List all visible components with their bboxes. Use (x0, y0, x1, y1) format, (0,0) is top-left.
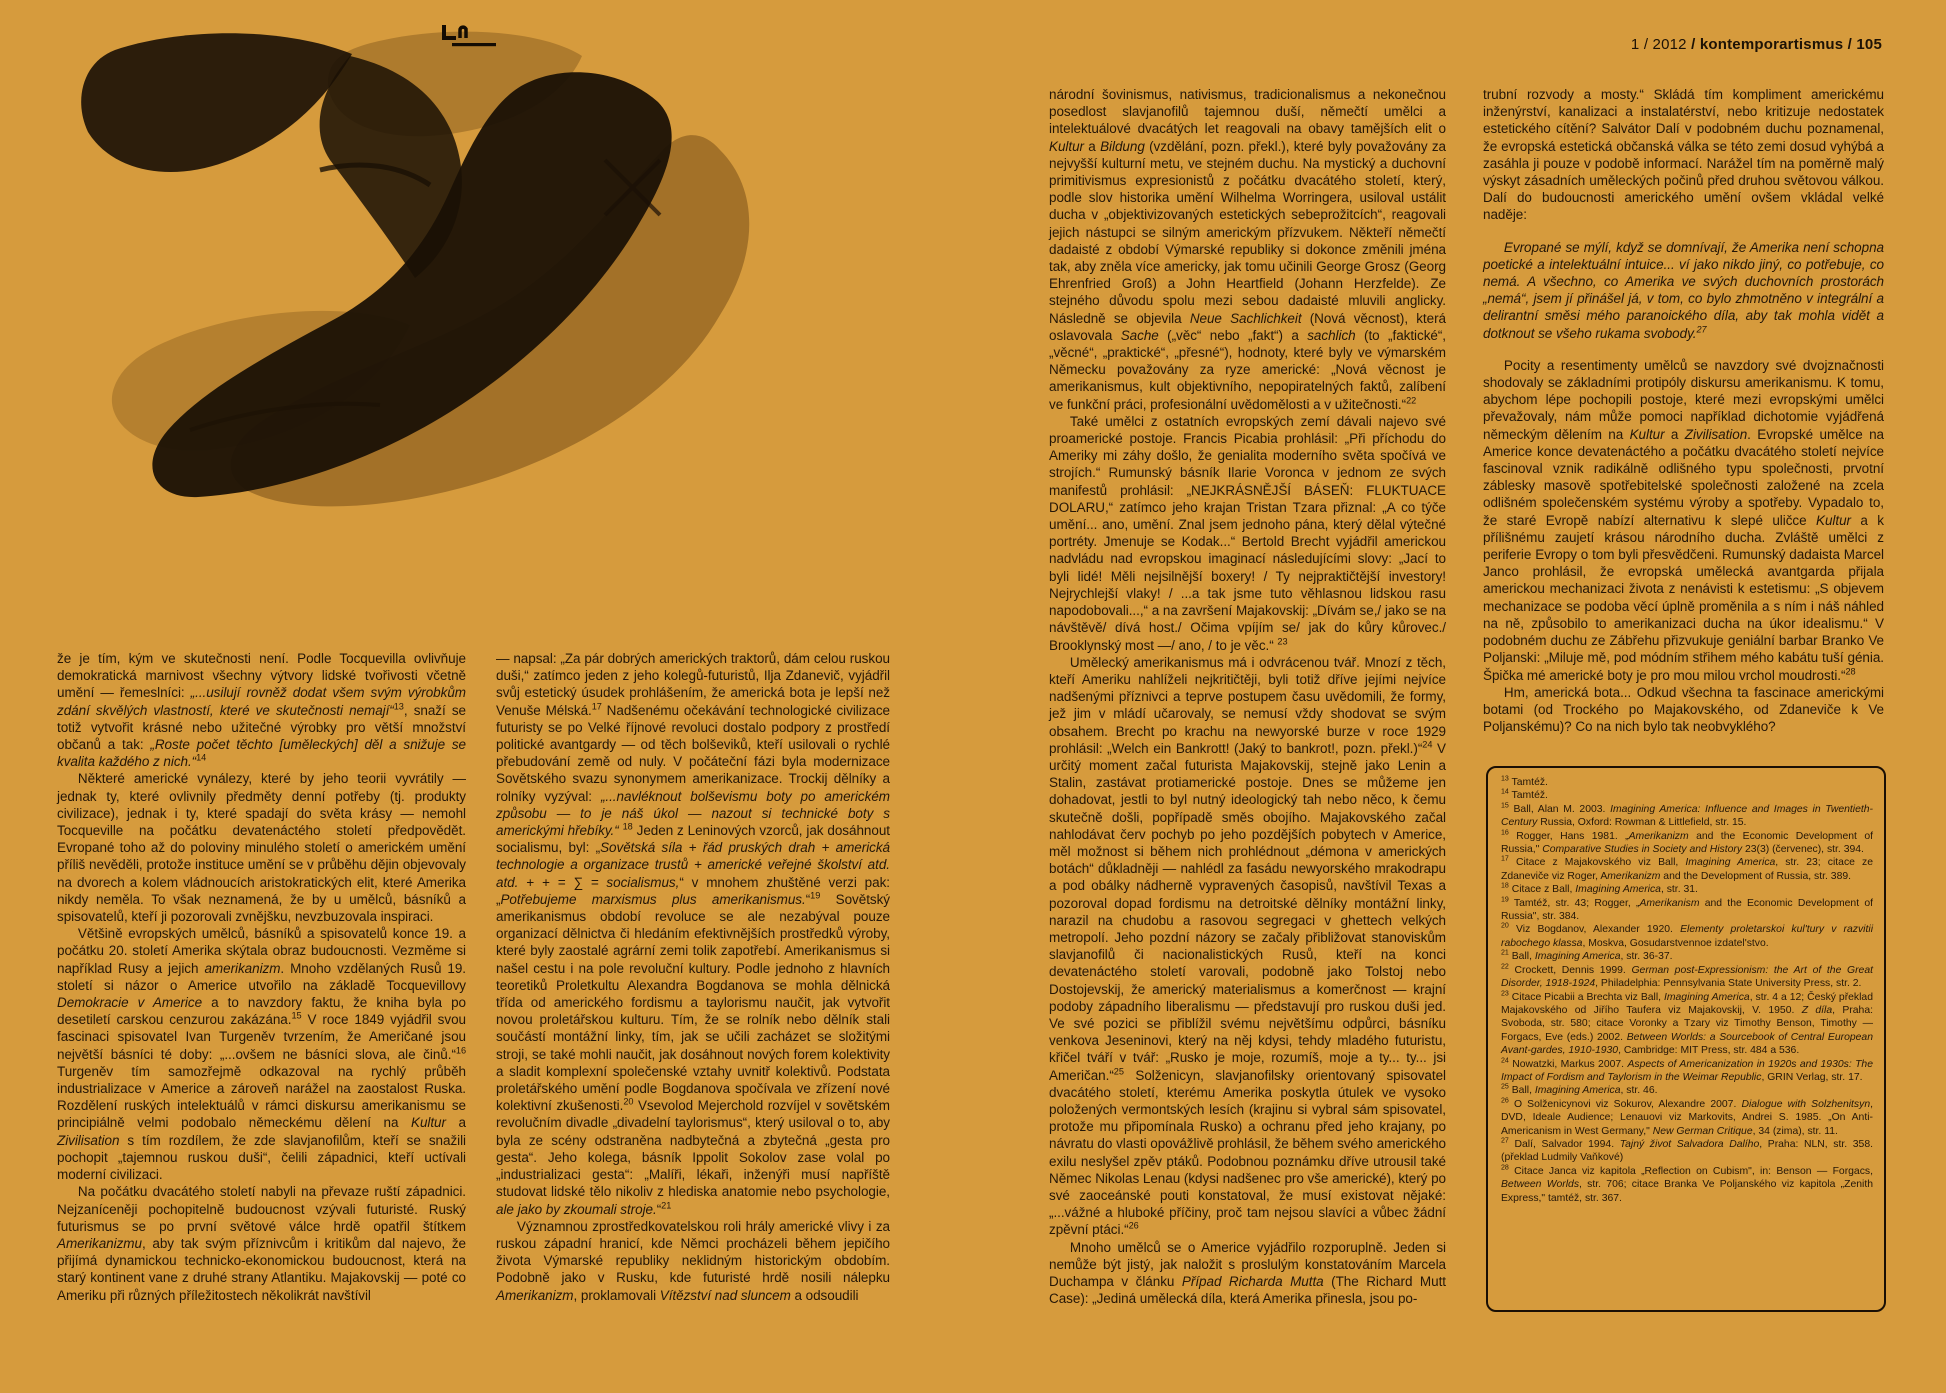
footnote-item: $^{27}$ Dalí, Salvador 1994. Tajný život Salvadora Dalího, Praha: NLN, str. 358. (překlad Ludmily Vaňkové) (1501, 1137, 1873, 1164)
footnote-number: 25 (1501, 1083, 1509, 1091)
footnotes-box (1486, 766, 1886, 1312)
footnote-number: 27 (1501, 1137, 1509, 1145)
paragraph: že je tím, kým ve skutečnosti není. Podle Tocquevilla ovlivňuje demokratická marnivost všechny výtvory lidské tvořivosti včetně umění — řemeslníci: „...usilují rovněž dodat všem svým výrobkům zdání skvělých vlastností, které ve skutečnosti nemají“$^{13}$, snaží se totiž vytvořit krásné nebo užitečné výrobky pro větší množství občanů a tak: „Roste počet těchto [uměleckých] děl a snižuje se kvalita každého z nich.“$^{14}$ (57, 651, 467, 770)
footnote-item: $^{18}$ Citace z Ball, Imagining America, str. 31. (1501, 882, 1698, 896)
text-column-right-1 (1049, 86, 1446, 1307)
footnote-item: $^{15}$ Ball, Alan M. 2003. Imagining America: Influence and Images in Twentieth-Century Russia, Oxford: Rowman & Littlefield, str. 15. (1501, 802, 1873, 829)
footnote-item: $^{23}$ Citace Picabii a Brechta viz Ball, Imagining America, str. 4 a 12; Český překlad Majakovského od Jiřího Taufera viz Majakovskij, V. 1950. Z díla, Praha: Svoboda, str. 580; citace Voronky a Tzary viz Timothy Benson, Timothy — Forgacs, Eve (eds.) 2002. Between Worlds: a Sourcebook of Central European Avant-gardes, 1910-1930, Cambridge: MIT Press, str. 484 a 536. (1501, 990, 1873, 1057)
paragraph: Pocity a resentimenty umělců se navzdory své dvojznačnosti shodovaly se základními protipóly diskursu amerikanismu. K tomu, abychom lépe pochopili postoje, které mezi evropskými umělci převažovaly, nám může pomoci například dichotomie vyjádřená německým dělením na Kultur a Zivilisation. Evropské umělce na Americe konce devatenáctého a počátku dvacátého století nejvíce fascinoval vznik radikálně odlišného typu společnosti, prvotní záblesky masově spotřebitelské společnosti založené na zcela odlišném společenském systému výroby a spotřeby. Vypadalo to, že staré Evropě nabízí alternativu k slepé uličce Kultur a k přílišnému zaujetí krásou národního ducha. Zvláště umělci z periferie Evropy o tom byli přesvědčeni. Rumunský dadaista Marcel Janco prohlásil, že evropská umělecká avantgarda přijala americkou mechanizaci života z nenávisti k estetismu: „S objevem mechanizace se podoba věcí úplně proměnila a s ním i náš náhled na ně, způsobilo to amerikanizaci ducha na úkor idealismu.“ V podobném duchu ze Zábřehu přizvukuje geniální barbar Branko Ve Poljanski: „Miluje mě, pod módním střihem mého kabátu tuší génia. Špička mé americké boty je pro mou milou vrchol moudrosti.“$^{28}$ (1483, 357, 1885, 683)
footnote-number: 17 (1501, 855, 1509, 863)
journal-title-page-number: / kontemporartismus / 105 (1691, 36, 1882, 53)
paragraph: trubní rozvody a mosty.“ Skládá tím kompliment americkému inženýrství, kanalizaci a instalatérství, nebo kritizuje nedostatek estetického cítění? Salvátor Dalí v podobném duchu poznamenal, že evropská estetická občanská válka se této zemi dosud vyhýbá a zasáhla ji pouze v podobě informací. Narážel tím na poměrně malý výskyt zásadních uměleckých počinů před druhou světovou válkou. Dalí do budoucnosti amerického umění ovšem vkládal velké naděje: (1483, 87, 1884, 223)
footnote-item: $^{16}$ Rogger, Hans 1981. „Amerikanizm and the Economic Development of Russia," Comparative Studies in Society and History 23(3) (červenec), str. 394. (1501, 829, 1873, 856)
running-head (1631, 36, 1882, 53)
footnote-item: $^{24}$ Nowatzki, Markus 2007. Aspects of Americanization in 1920s and 1930s: The Impact of Fordism and Taylorism in the Weimar Republic, GRIN Verlag, str. 17. (1501, 1057, 1873, 1083)
paragraph: Významnou zprostředkovatelskou roli hrály americké vlivy i za ruskou západní hranicí, kde Němci procházeli během jepičího života Výmarské republiky neklidným historickým obdobím. Podobně jako v Rusku, kde futuristé hrdě nosili nálepku Amerikanizm, proklamovali Vítězství nad sluncem a odsoudili (496, 1218, 890, 1303)
footnote-number: 24 (1501, 1057, 1509, 1065)
paragraph: Většině evropských umělců, básníků a spisovatelů konce 19. a počátku 20. století Amerika skýtala obraz budoucnosti. Vezměme si například Rusy a jejich amerikanizm. Mnoho vzdělaných Rusů 19. století si názor o Americe utvořilo na základě Tocquevillovy Demokracie v Americe a to navzdory faktu, že kniha byla po desetiletí carskou cenzurou zakázána.$^{15}$ V roce 1849 vyjádřil svou fascinaci spisovatel Ivan Turgeněv tvrzením, že Američané jsou největší básníci té doby: „...ovšem ne básníci slova, ale činů.“$^{16}$ Turgeněv tím samozřejmě odkazoval na rychlý průběh industrializace v Americe a zároveň narážel na zaostalost Ruska. Rozdělení ruských intelektuálů v rámci diskursu amerikanismu se principiálně velmi podobalo německému dělení na Kultur a Zivilisation s tím rozdílem, že zde slavjanofilům, kteří se snažili pochopit „tajemnou ruskou duši“, čelili západnici, kteří uctívali moderní civilizaci. (57, 926, 466, 1183)
footnote-item: $^{26}$ O Solženicynovi viz Sokurov, Alexandre 2007. Dialogue with Solzhenitsyn, DVD, Ideale Audience; Lenauovi viz Markovits, Andrei S. 1985. „On Anti-Americanism in West Germany," New German Critique, 34 (zima), str. 11. (1501, 1097, 1873, 1137)
footnote-number: 26 (1501, 1097, 1509, 1105)
footnote-number: 22 (1501, 963, 1509, 971)
paragraph: národní šovinismus, nativismus, tradicionalismus a nekonečnou posedlost slavjanofilů tajemnou duší, němečtí umělci a intelektuálové dvacátých let reagovali na obavy tamějších elit o Kultur a Bildung (vzdělání, pozn. překl.), které byly považovány za nejvyšší kulturní metu, ve stejném duchu. Na mystický a duchovní primitivismus expresionistů z počátku dvacátého století, který, podle slov historika umění Wilhelma Worringera, usiloval ustálit ducha v „objektivizovaných estetických sebeprožitcích“, reagovali jejich nástupci se silným americkým přízvukem. Někteří němečtí dadaisté z období Výmarské republiky si dokonce změnili jména tak, aby zněla více americky, jak tomu učinili George Grosz (Georg Ehrenfried Groß) a John Heartfield (Johann Herzfelde). Ze stejného důvodu spolu mezi sebou dadaisté mluvili anglicky. Následně se objevila Neue Sachlichkeit (Nová věcnost), která oslavovala Sache („věc“ nebo „fakt“) a sachlich (to „faktické“, „věcné“, „praktické“, „přesné“), hodnoty, které byly ve výmarském Německu považovány za ryze americké: „Nová věcnost je amerikanismus, kult objektivního, nepopiratelných faktů, zalíbení ve funkční práci, profesionální uvědomělosti a v užitečnosti.“$^{22}$ (1049, 87, 1447, 412)
paragraph: Na počátku dvacátého století nabyli na převaze ruští západnici. Nejzaníceněji pochopitelně budoucnost vzývali futuristé. Ruský futurismus se po první světové válce hrdě opatřil štítkem Amerikanizmu, aby tak svým příznivcům i kritikům dal najevo, že přijímá dynamickou technicko-ekonomickou budoucnost, která na starý kontinent vane z druhé strany Atlantiku. Majakovskij — poté co Ameriku při různých příležitostech několikrát navštívil (57, 1184, 466, 1303)
footnote-item: $^{19}$ Tamtéž, str. 43; Rogger, „Amerikanism and the Economic Development of Russia", str. 384. (1501, 896, 1873, 923)
footnote-item: $^{13}$ Tamtéž. (1501, 775, 1548, 788)
paragraph: — napsal: „Za pár dobrých amerických traktorů, dám celou ruskou duši,“ zatímco jeden z jeho kolegů-futuristů, Ilja Zdanevič, vyjádřil svůj estetický úsudek prohlášením, že americká bota je lepší než Venuše Mélská.$^{17}$ Nadšenému očekávání technologické civilizace futuristy se po Velké říjnové revoluci dostalo podpory z prostředí politické avantgardy — od těch bolševiků, kteří usilovali o rychlé přebudování země od nuly. V počáteční fázi byla modernizace Sovětského svazu synonymem amerikanizace. Trockij dělníky a rolníky vyzýval: „...navléknout bolševismu boty po americkém způsobu — to je náš úkol — nazout si technické boty s americkými hřebíky.“ $^{18}$ Jeden z Leninových vzorců, jak dosáhnout socialismu, byl: „Sovětská síla + řád pruských drah + americká technologie a organizace trustů + americké veřejné školství atd. atd. + + = ∑ = socialismus,“ v mnohem zhuštěné verzi pak: „Potřebujeme marxismus plus amerikanismus.“$^{19}$ Sovětský amerikanismus období revoluce se ale nezabýval pouze organizací dělnictva či hledáním efektivnějších prostředků výroby, které byly zaostalé agrární zemi tolik zapotřebí. Amerikanismus si našel cestu i na pole revoluční kultury. Podle jednoho z hlavních teoretiků Proletkultu Alexandra Bogdanova se mohla dělnická třída od amerického fordismu a taylorismu naučit, jak vytvořit novou proletářskou kulturu. Tím, že se rolník nebo dělník stali součástí montážní linky, tím, jak se učili zacházet se složitými stroji, se také mohli naučit, jak dosáhnout nových forem kolektivity a sladit komplexní společenské vztahy uvnitř kolektivů. Podstata proletářského umění podle Bogdanova spočívala ve zřízení nové kolektivní zkušenosti.$^{20}$ Vsevolod Mejerchold rozvíjel v sovětském revolučním divadle „divadelní taylorismus“, který usiloval o to, aby byla ze scény odstraněna nadbytečná a zbytečná „gesta pro gesta“. Jeho kolega, básník Ippolit Sokolov zase volal po „industrializaci gesta“: „Malíři, lékaři, inženýři musí napříště studovat lidské tělo nikoliv z hlediska anatomie nebo psychologie, ale jako by zkoumali stroje.“$^{21}$ (496, 651, 890, 1217)
footnote-number: 21 (1501, 949, 1509, 957)
text-column-right-2 (1483, 86, 1884, 735)
footnote-item: $^{14}$ Tamtéž. (1501, 788, 1548, 802)
block-quote: Evropané se mýlí, když se domnívají, že Amerika není schopna poetické a intelektuální intuice... ví jako nikdo jiný, co potřebuje, co nemá. A všechno, co Amerika ve svých duchovních prostorách „nemá“, jsem jí přinášel já, v tom, co bylo zhmotněno v integrální a delirantní směsi mého paranoického díla, aby tak mohla vidět a dotknout se všeho rukama svobody.$^{27}$ (1483, 239, 1884, 341)
paragraph: Některé americké vynálezy, které by jeho teorii vyvrátily — jednak ty, které ovlivnily předměty denní potřeby (tj. produkty civilizace), jednak i ty, které spadají do světa krásy — nemohl Tocqueville na počátku devatenáctého století předpovědět. Evropané toho až do poloviny minulého století o americkém umění příliš nevěděli, protože instituce umění se v průběhu dějin objevovaly na dvorech a kolem vládnoucích aristokratických elit, které Amerika nikdy neměla. To však neznamená, že by u umělců, básníků a spisovatelů, kteří ji pozorovali zvnějšku, nevzbuzovala inspiraci. (57, 771, 466, 925)
boot-print-artwork (20, 10, 835, 525)
footnote-number: 23 (1501, 990, 1509, 998)
footnote-item: $^{28}$ Citace Janca viz kapitola „Reflection on Cubism", in: Benson — Forgacs, Between Worlds, str. 706; citace Branka Ve Poljanského viz kapitola „Zenith Express," tamtéž, str. 367. (1501, 1164, 1873, 1204)
footnote-item: $^{22}$ Crockett, Dennis 1999. German post-Expressionism: the Art of the Great Disorder, 1918-1924, Philadelphia: Pennsylvania State University Press, str. 2. (1501, 963, 1873, 990)
footnote-item: $^{17}$ Citace z Majakovského viz Ball, Imagining America, str. 23; citace ze Zdaneviče viz Roger, Amerikanizm and the Development of Russia, str. 389. (1501, 855, 1873, 882)
footnote-number: 13 (1501, 775, 1509, 783)
footnote-number: 19 (1501, 896, 1509, 904)
footnote-number: 14 (1501, 788, 1509, 796)
footnote-number: 16 (1501, 829, 1509, 837)
footnote-item: $^{25}$ Ball, Imagining America, str. 46. (1501, 1083, 1658, 1097)
issue-number: 1 / 2012 (1630, 36, 1692, 53)
footnote-number: 18 (1501, 882, 1509, 890)
paragraph: Umělecký amerikanismus má i odvrácenou tvář. Mnozí z těch, kteří Ameriku nahlíželi nejkritičtěji, byli totiž dříve jejími nejvíce nadšenými příznivci a teprve postupem času uvědomili, že formy, jež jim v mládí učarovaly, se nemusí vždy shodovat se svým obsahem. Brecht po krachu na newyorské burze v roce 1929 prohlásil: „Welch ein Bankrott! (Jaký to bankrot!, pozn. překl.)“$^{24}$ V určitý moment začal futurista Majakovskij, stejně jako Lenin a Stalin, zastávat protiamerické postoje. Dnes se můžeme jen dohadovat, jestli to byl nutný ideologický tah nebo něco, k čemu skutečně došli, popřípadě směs obojího. Majakovského začal nahlodávat červ pochyb po jeho pozdějších pobytech v Americe, měl možnost si během nich prohlédnout „démona v amerických botách“ důkladněji — nahlédl za fasádu newyorského mrakodrapu a pod obálky nádherně vypravených časopisů, navštívil Texas a pozoroval dopad fordismu na detroitské dělníky montážní linky, narazil na chudobu a rasovou segregaci v ghettech velkých metropolí. Jeho pozdní názory se začaly přibližovat stanoviskům slavjanofilů či nacionalistických Rusů, kteří na konci devatenáctého století varovali, podobně jako Tolstoj nebo Dostojevskij, že americký materialismus a komerčnost — krajní podoby západního liberalismu — představují pro ruskou duši jed. Ve své pozici se přiblížil svému největšímu odpůrci, básníku venkova Jeseninovi, který na něj kdysi, tehdy mladého futuristu, křičel tváří v tvář: „Rusko je moje, rozumíš, moje a ty... ty... jsi Američan.“$^{25}$ Solženicyn, slavjanofilsky orientovaný spisovatel dvacátého století, kterému Amerika poskytla útulek ve vysoko položených vermontských lesích (krajinu si vybral sám spisovatel, protože mu připomínala Rusko) a ochranu před jeho krajany, po návratu do vlasti opovážlivě prohlásil, že během svého amerického exilu neslyšel zpěv ptáků. Podobnou poznámku dříve utrousil také Němec Nikolas Lenau (kdysi nadšenec pro vše americké), který po své zaoceánské pouti konstatoval, že musí existovat nějaké: „...vážné a hluboké příčiny, proč tam nejsou slavíci a vůbec žádní zpěvní ptáci.“$^{26}$ (1049, 654, 1446, 1238)
text-column-left-2 (496, 650, 890, 1304)
logo-mark-icon (438, 22, 500, 52)
footnote-number: 28 (1501, 1164, 1509, 1172)
paragraph: Mnoho umělců se o Americe vyjádřilo rozporuplně. Jeden si nemůže být jistý, jak naložit s proslulým konstatováním Marcela Duchampa v článku Případ Richarda Mutta (The Richard Mutt Case): „Jediná umělecká díla, která Amerika přinesla, jsou po- (1049, 1239, 1446, 1307)
footnote-number: 15 (1501, 802, 1509, 810)
footnote-item: $^{21}$ Ball, Imagining America, str. 36-37. (1501, 949, 1673, 963)
paragraph: Hm, americká bota... Odkud všechna ta fascinace americkými botami (od Trockého po Majakovského, od Zdaneviče k Ve Poljanskému)? Co na nich bylo tak neobvyklého? (1483, 684, 1884, 735)
paragraph: Také umělci z ostatních evropských zemí dávali najevo své proamerické postoje. Francis Picabia prohlásil: „Při příchodu do Ameriky mi záhy došlo, že genialita moderního světa spočívá ve strojích.“ Rumunský básník Ilarie Voronca v jednom ze svých manifestů prohlásil: „NEJKRÁSNĚJŠÍ BÁSEŇ: FLUKTUACE DOLARU,“ zatímco jeho krajan Tristan Tzara přiznal: „A co týče umění... ano, umění. Znal jsem jednoho pána, který dělal výtečné portréty. Jmenuje se Kodak...“ Bertold Brecht vyjádřil americkou nadvládu nad evropskou imaginací následujícími slovy: „Jací to byli lidé! Měli nejsilnější boxery! / Ty nejpraktičtější investory! Nejrychlejší vlaky! / ...a tak jsme tuto věhlasnou lidskou rasu napodobovali...,“ a na završení Majakovskij: „Dívám se,/ jako se na návštěvě/ dívá host./ Očima vpíjím se/ jak do kůry kůrovec./ Brooklynský most —/ ano, / to je věc.“ $^{23}$ (1049, 413, 1446, 653)
text-column-left-1 (57, 650, 466, 1304)
footnote-item: $^{20}$ Viz Bogdanov, Alexander 1920. Elementy proletarskoi kul'tury v razvitii rabochego klassa, Moskva, Gosudarstvennoe izdatel'stvo. (1501, 923, 1873, 949)
footnote-number: 20 (1501, 923, 1509, 930)
